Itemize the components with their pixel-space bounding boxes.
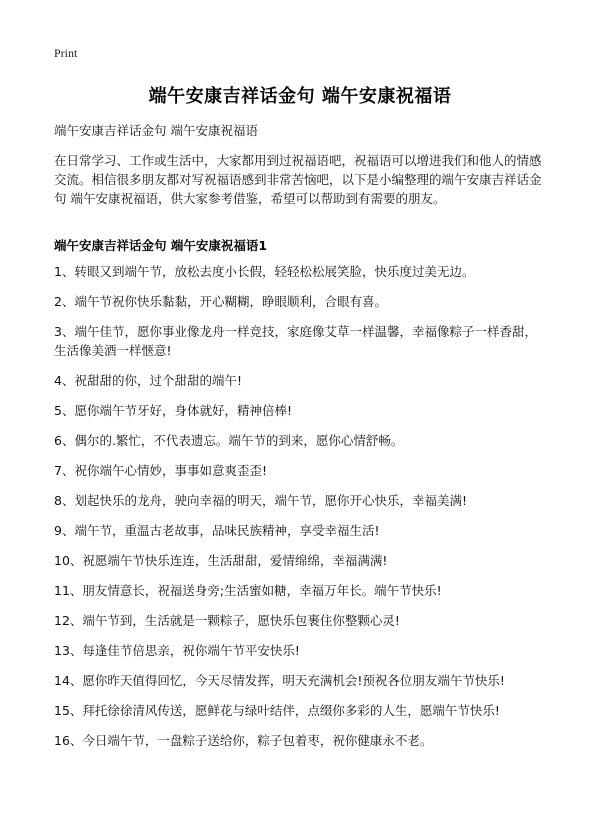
list-item: 1、转眼又到端午节，放松去度小长假，轻轻松松展笑脸，快乐度过美无边。 <box>54 264 475 279</box>
list-item: 9、端午节，重温古老故事，品味民族精神，享受幸福生活! <box>54 523 380 538</box>
intro-paragraph: 在日常学习、工作或生活中，大家都用到过祝福语吧，祝福语可以增进我们和他人的情感交流。相信很多朋友都对写祝福语感到非常苦恼吧，以下是小编整理的端午安康吉祥话金句 端午安康祝福语，供大家参考借鉴，希望可以帮助到有需要的朋友。 <box>54 153 542 206</box>
list-item: 10、祝愿端午节快乐连连，生活甜甜，爱情绵绵，幸福满满! <box>54 553 388 568</box>
list-item: 6、偶尔的.繁忙，不代表遗忘。端午节的到来，愿你心情舒畅。 <box>54 433 404 448</box>
list-item: 5、愿你端午节牙好，身体就好，精神倍棒! <box>54 403 292 418</box>
list-item: 4、祝甜甜的你，过个甜甜的端午! <box>54 373 242 388</box>
list-item: 3、端午佳节，愿你事业像龙舟一样竞技，家庭像艾草一样温馨，幸福像粽子一样香甜，生活像美酒一样惬意! <box>54 324 537 358</box>
blessing-list <box>54 262 548 761</box>
list-item: 8、划起快乐的龙舟，驶向幸福的明天，端午节，愿你开心快乐，幸福美满! <box>54 493 467 508</box>
page-title: 端午安康吉祥话金句 端午安康祝福语 <box>148 86 452 107</box>
list-item: 15、拜托徐徐清风传送，愿鲜花与绿叶结伴，点缀你多彩的人生，愿端午节快乐! <box>54 703 500 718</box>
print-link[interactable]: Print <box>54 46 78 60</box>
section-heading: 端午安康吉祥话金句 端午安康祝福语1 <box>54 238 268 253</box>
list-item: 16、今日端午节，一盘粽子送给你，粽子包着枣，祝你健康永不老。 <box>54 733 433 748</box>
subtitle: 端午安康吉祥话金句 端午安康祝福语 <box>54 123 258 138</box>
list-item: 11、朋友情意长，祝福送身旁;生活蜜如糖，幸福万年长。端午节快乐! <box>54 583 442 598</box>
list-item: 7、祝你端午心情妙，事事如意爽歪歪! <box>54 463 267 478</box>
list-item: 13、每逢佳节倍思亲，祝你端午节平安快乐! <box>54 643 300 658</box>
list-item: 12、端午节到，生活就是一颗粽子，愿快乐包裹住你整颗心灵! <box>54 613 400 628</box>
list-item: 14、愿你昨天值得回忆，今天尽情发挥，明天充满机会!预祝各位朋友端午节快乐! <box>54 673 505 688</box>
list-item: 2、端午节祝你快乐黏黏，开心糊糊，睁眼顺利，合眼有喜。 <box>54 294 387 309</box>
